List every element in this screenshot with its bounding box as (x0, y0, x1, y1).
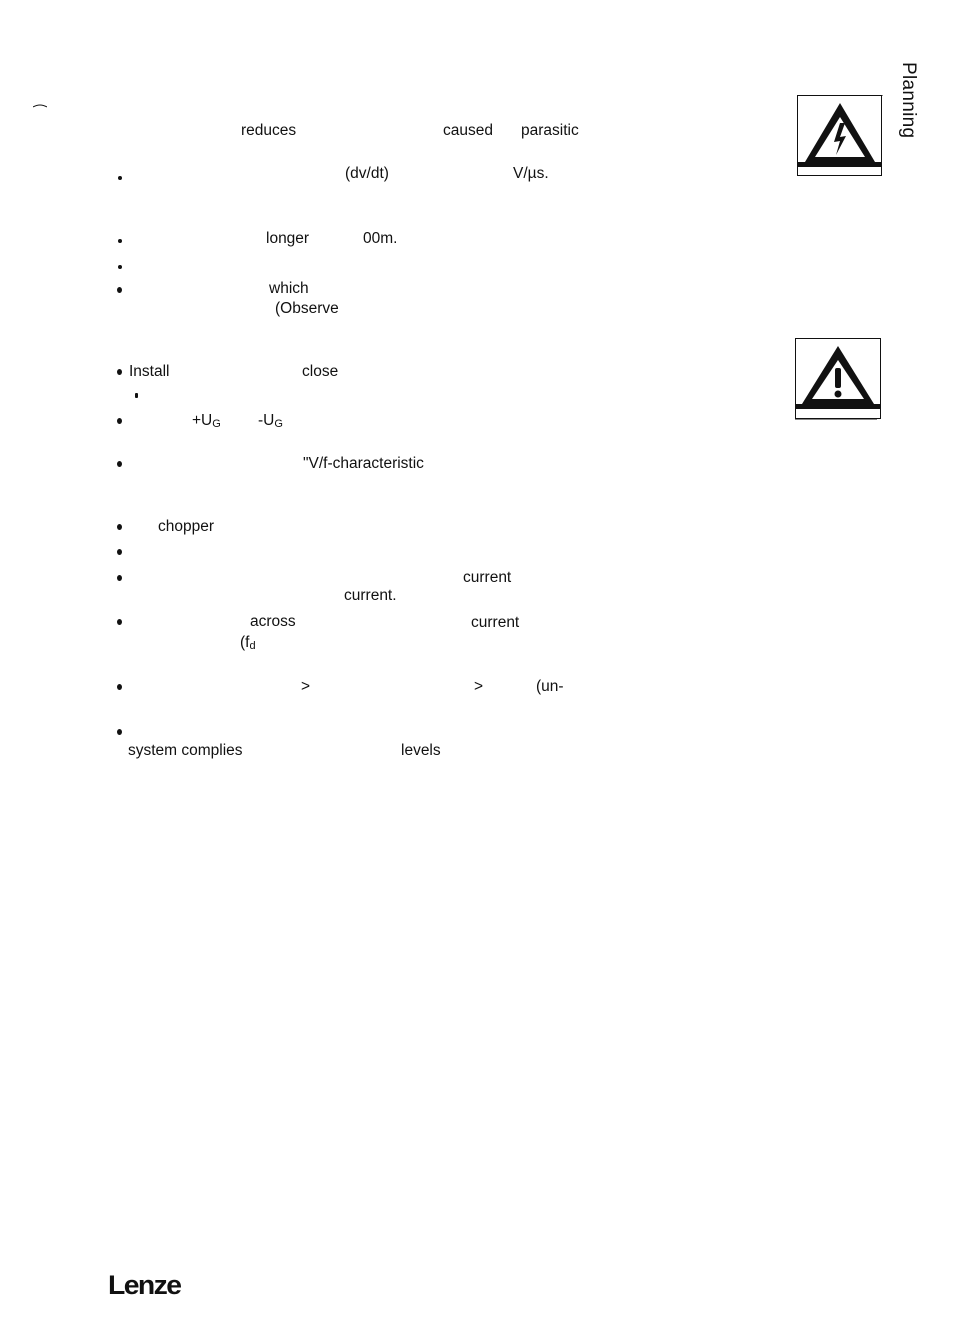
text-caused: caused (443, 122, 493, 139)
text-levels: levels (401, 742, 441, 759)
text-current-period: current. (344, 587, 397, 604)
text-un: (un- (536, 678, 564, 695)
corner-mark (33, 104, 47, 108)
bullet (117, 684, 122, 690)
bullet (117, 575, 122, 581)
text-plus-ug: +UG (192, 412, 221, 430)
text-vf-characteristic: "V/f-characteristic (303, 455, 424, 472)
text-current-2: current (471, 614, 520, 631)
text-observe: (Observe (275, 300, 339, 317)
lenze-logo: Lenze (108, 1270, 181, 1300)
text-v-per-us: V/µs. (513, 165, 549, 182)
bullet (117, 461, 122, 467)
bullet (118, 239, 122, 243)
text-close: close (302, 363, 339, 380)
text-current: current (463, 569, 512, 586)
bullet (117, 524, 122, 530)
bullet (135, 393, 138, 398)
bullet (118, 265, 122, 269)
text-parasitic: parasitic (521, 122, 579, 139)
text-dvdt: (dv/dt) (345, 165, 389, 182)
text-gt-1: > (301, 678, 311, 695)
text-install: Install (129, 363, 170, 380)
bullet (117, 287, 122, 293)
bullet (117, 418, 122, 424)
text-across: across (250, 613, 296, 630)
text-00m: 00m. (363, 230, 398, 247)
bullet (117, 549, 122, 555)
text-reduces: reduces (241, 122, 297, 139)
bullet (117, 729, 122, 735)
bullet (117, 619, 122, 625)
text-longer: longer (266, 230, 310, 247)
bullet (117, 369, 122, 375)
text-fd: (fd (240, 634, 256, 652)
high-voltage-warning-icon (797, 95, 883, 177)
bullet (118, 176, 122, 180)
text-minus-ug: -UG (258, 412, 283, 430)
text-chopper: chopper (158, 518, 215, 535)
text-gt-2: > (474, 678, 484, 695)
section-tab-planning: Planning (898, 62, 919, 139)
exclamation-warning-icon (795, 338, 882, 422)
text-which: which (269, 280, 309, 297)
text-system-complies: system complies (128, 742, 243, 759)
